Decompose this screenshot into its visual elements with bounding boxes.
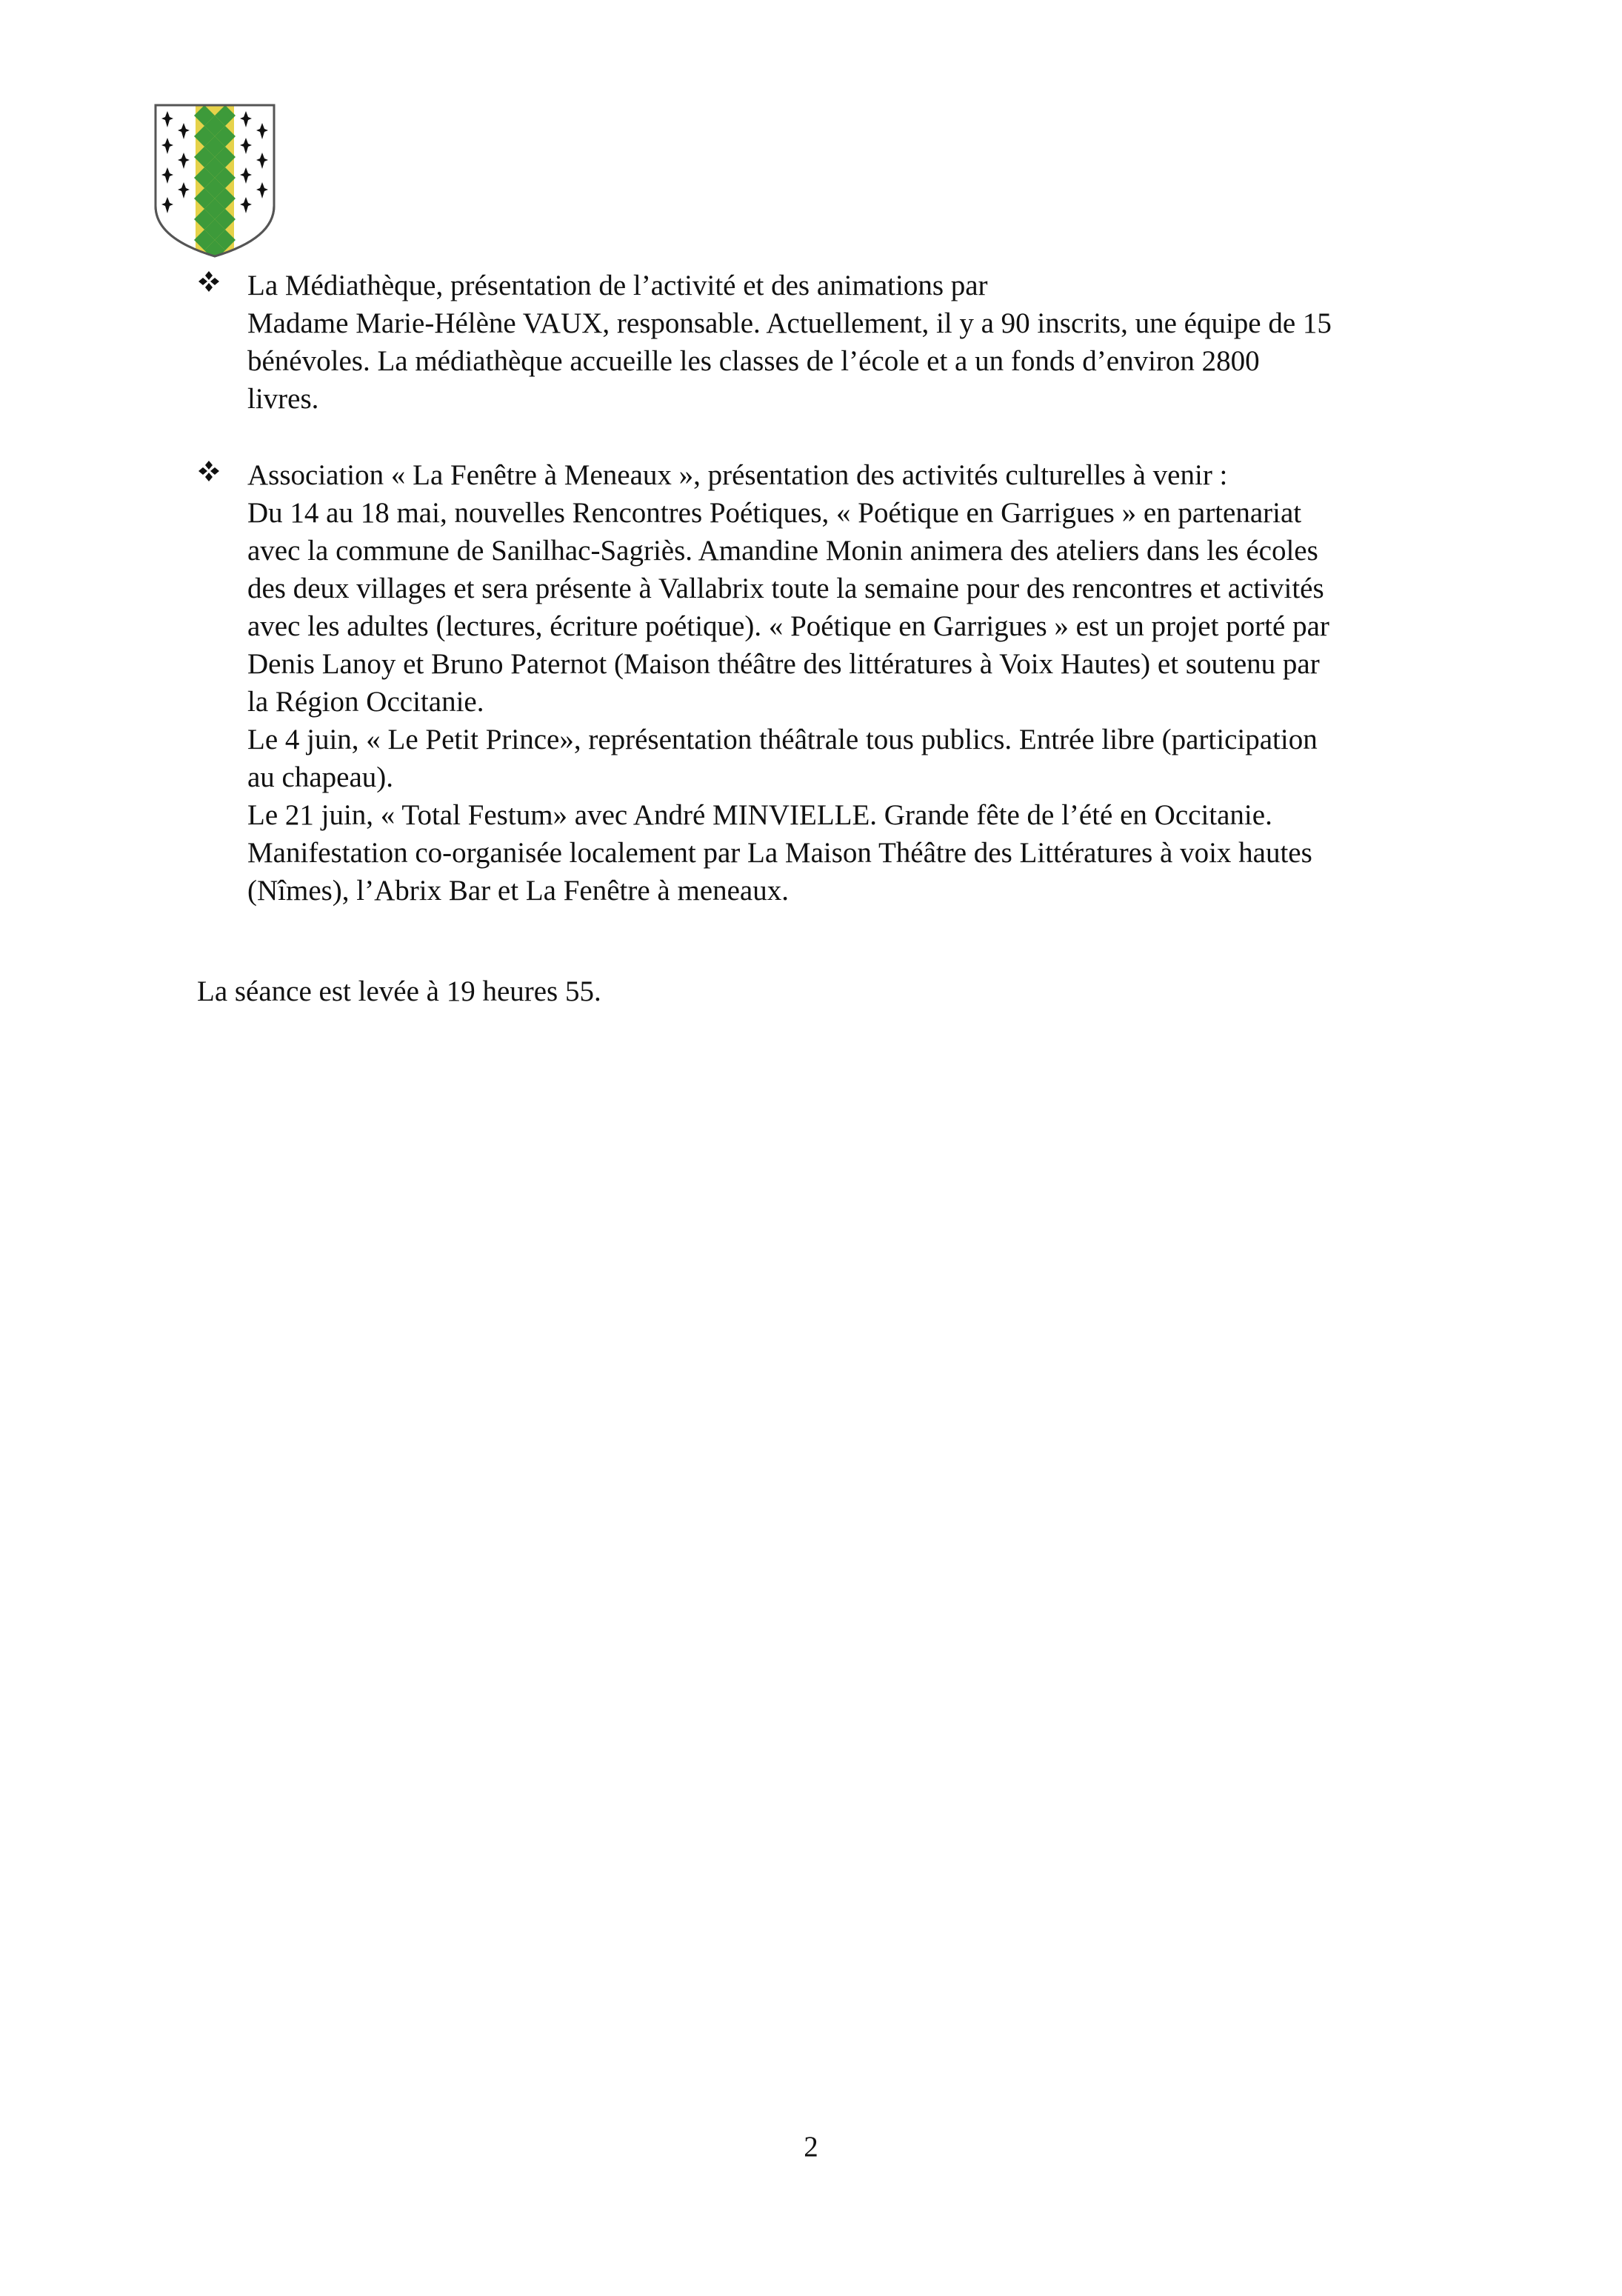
- text-line: Madame Marie-Hélène VAUX, responsable. Actuellement, il y a 90 inscrits, une équipe de 15: [247, 307, 1332, 339]
- text-line: Manifestation co-organisée localement par La Maison Théâtre des Littératures à voix hautes: [247, 837, 1312, 869]
- page-number: 2: [804, 2131, 818, 2163]
- text-line: des deux villages et sera présente à Vallabrix toute la semaine pour des rencontres et activités: [247, 573, 1324, 604]
- text-line: (Nîmes), l’Abrix Bar et La Fenêtre à meneaux.: [247, 875, 789, 907]
- closing-statement: La séance est levée à 19 heures 55.: [197, 975, 601, 1007]
- text-line: Du 14 au 18 mai, nouvelles Rencontres Poétiques, « Poétique en Garrigues » en partenariat: [247, 497, 1302, 529]
- diamond-bullet-icon: [197, 459, 221, 483]
- text-line: Association « La Fenêtre à Meneaux », présentation des activités culturelles à venir :: [247, 459, 1228, 491]
- text-line: livres.: [247, 383, 319, 415]
- document-body: [197, 267, 1501, 910]
- text-line: Le 21 juin, « Total Festum» avec André MINVIELLE. Grande fête de l’été en Occitanie.: [247, 799, 1272, 831]
- text-line: avec la commune de Sanilhac-Sagriès. Amandine Monin animera des ateliers dans les écoles: [247, 535, 1318, 567]
- text-line: la Région Occitanie.: [247, 686, 484, 718]
- text-line: avec les adultes (lectures, écriture poétique). « Poétique en Garrigues » est un projet porté par: [247, 610, 1329, 642]
- text-line: au chapeau).: [247, 761, 394, 793]
- coat-of-arms-logo: [153, 102, 277, 259]
- paragraph-spacer: [197, 418, 1501, 456]
- text-line: Denis Lanoy et Bruno Paternot (Maison théâtre des littératures à Voix Hautes) et soutenu par: [247, 648, 1320, 680]
- bullet-item-mediatheque: [197, 267, 1501, 418]
- diamond-bullet-icon: [197, 270, 221, 293]
- text-line: bénévoles. La médiathèque accueille les classes de l’école et a un fonds d’environ 2800: [247, 345, 1260, 377]
- text-line: Le 4 juin, « Le Petit Prince», représentation théâtrale tous publics. Entrée libre (participation: [247, 724, 1318, 755]
- text-line: La Médiathèque, présentation de l’activité et des animations par: [247, 270, 988, 301]
- bullet-item-association: [197, 456, 1501, 910]
